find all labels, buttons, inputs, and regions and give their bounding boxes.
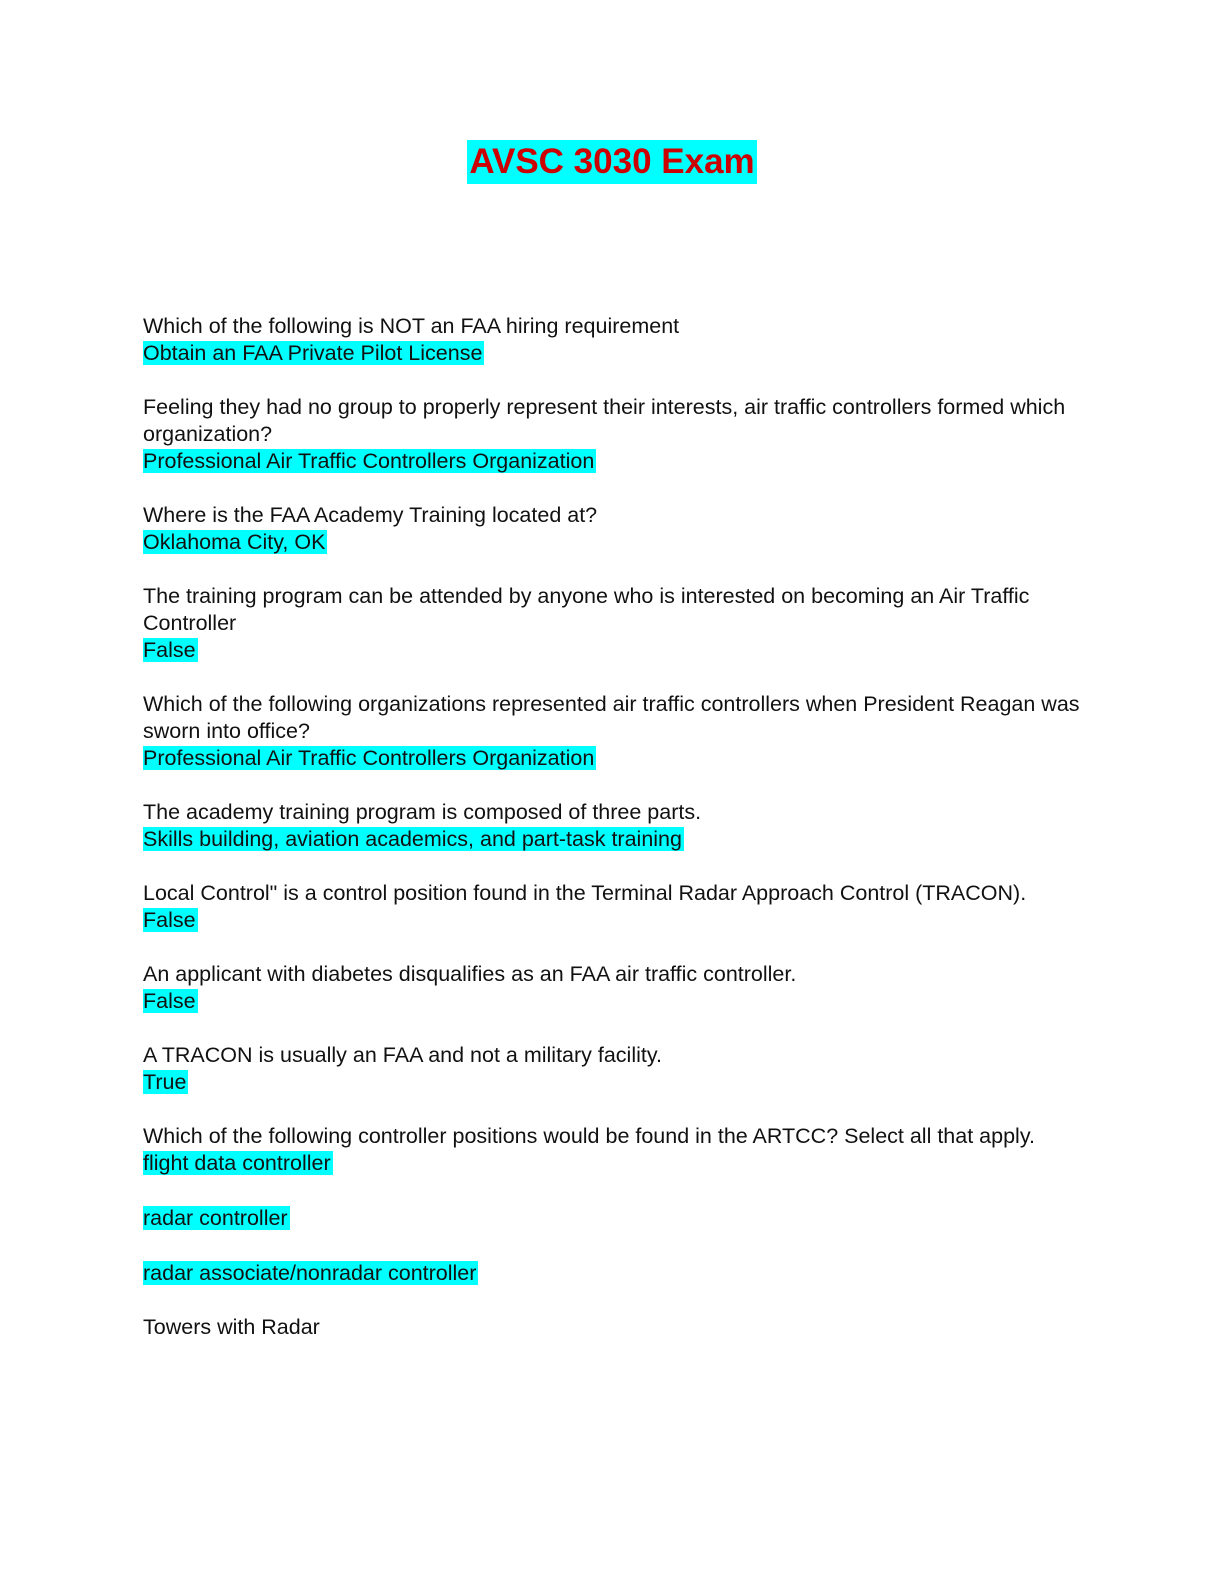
highlighted-answer: Obtain an FAA Private Pilot License xyxy=(143,341,483,365)
highlighted-answer: flight data controller xyxy=(143,1151,331,1175)
qa-item xyxy=(143,961,1083,1015)
highlighted-answer: Skills building, aviation academics, and part-task training xyxy=(143,827,682,851)
title-container xyxy=(0,140,1224,184)
answer-text xyxy=(143,745,1083,772)
answer-text xyxy=(143,448,1083,475)
answer-text xyxy=(143,1260,1083,1287)
question-text: Towers with Radar xyxy=(143,1315,320,1339)
highlighted-answer: Professional Air Traffic Controllers Organization xyxy=(143,449,595,473)
answer-text xyxy=(143,529,1083,556)
answer-text xyxy=(143,340,1083,367)
answer-text xyxy=(143,907,1083,934)
qa-item xyxy=(143,1123,1083,1287)
highlighted-answer: False xyxy=(143,989,196,1013)
answer-text xyxy=(143,637,1083,664)
qa-item xyxy=(143,691,1083,772)
question-text: Which of the following organizations represented air traffic controllers when President Reagan was sworn into office? xyxy=(143,692,1080,743)
qa-item xyxy=(143,502,1083,556)
question-text: Which of the following is NOT an FAA hiring requirement xyxy=(143,314,680,338)
page-title: AVSC 3030 Exam xyxy=(467,140,756,184)
qa-item xyxy=(143,394,1083,475)
question-text: A TRACON is usually an FAA and not a military facility. xyxy=(143,1043,662,1067)
question-text: The academy training program is composed of three parts. xyxy=(143,800,702,824)
answer-text xyxy=(143,1069,1083,1096)
answer-text xyxy=(143,1205,1083,1232)
qa-list xyxy=(143,313,1083,1368)
highlighted-answer: False xyxy=(143,908,196,932)
qa-item xyxy=(143,880,1083,934)
highlighted-answer: Oklahoma City, OK xyxy=(143,530,326,554)
question-text: An applicant with diabetes disqualifies as an FAA air traffic controller. xyxy=(143,962,797,986)
highlighted-answer: True xyxy=(143,1070,187,1094)
qa-item xyxy=(143,799,1083,853)
question-text: Feeling they had no group to properly represent their interests, air traffic controllers formed which organization? xyxy=(143,395,1066,446)
highlighted-answer: radar associate/nonradar controller xyxy=(143,1261,477,1285)
qa-item xyxy=(143,313,1083,367)
answer-text xyxy=(143,988,1083,1015)
question-text: Where is the FAA Academy Training located at? xyxy=(143,503,598,527)
highlighted-answer: False xyxy=(143,638,196,662)
qa-item xyxy=(143,583,1083,664)
answer-text xyxy=(143,1150,1083,1177)
question-text: Local Control" is a control position found in the Terminal Radar Approach Control (TRACON). xyxy=(143,881,1027,905)
question-text: The training program can be attended by anyone who is interested on becoming an Air Traffic Controller xyxy=(143,584,1030,635)
qa-item xyxy=(143,1042,1083,1096)
question-text: Which of the following controller positions would be found in the ARTCC? Select all that apply. xyxy=(143,1124,1035,1148)
highlighted-answer: radar controller xyxy=(143,1206,288,1230)
answer-text xyxy=(143,826,1083,853)
qa-item xyxy=(143,1314,1083,1341)
highlighted-answer: Professional Air Traffic Controllers Organization xyxy=(143,746,595,770)
